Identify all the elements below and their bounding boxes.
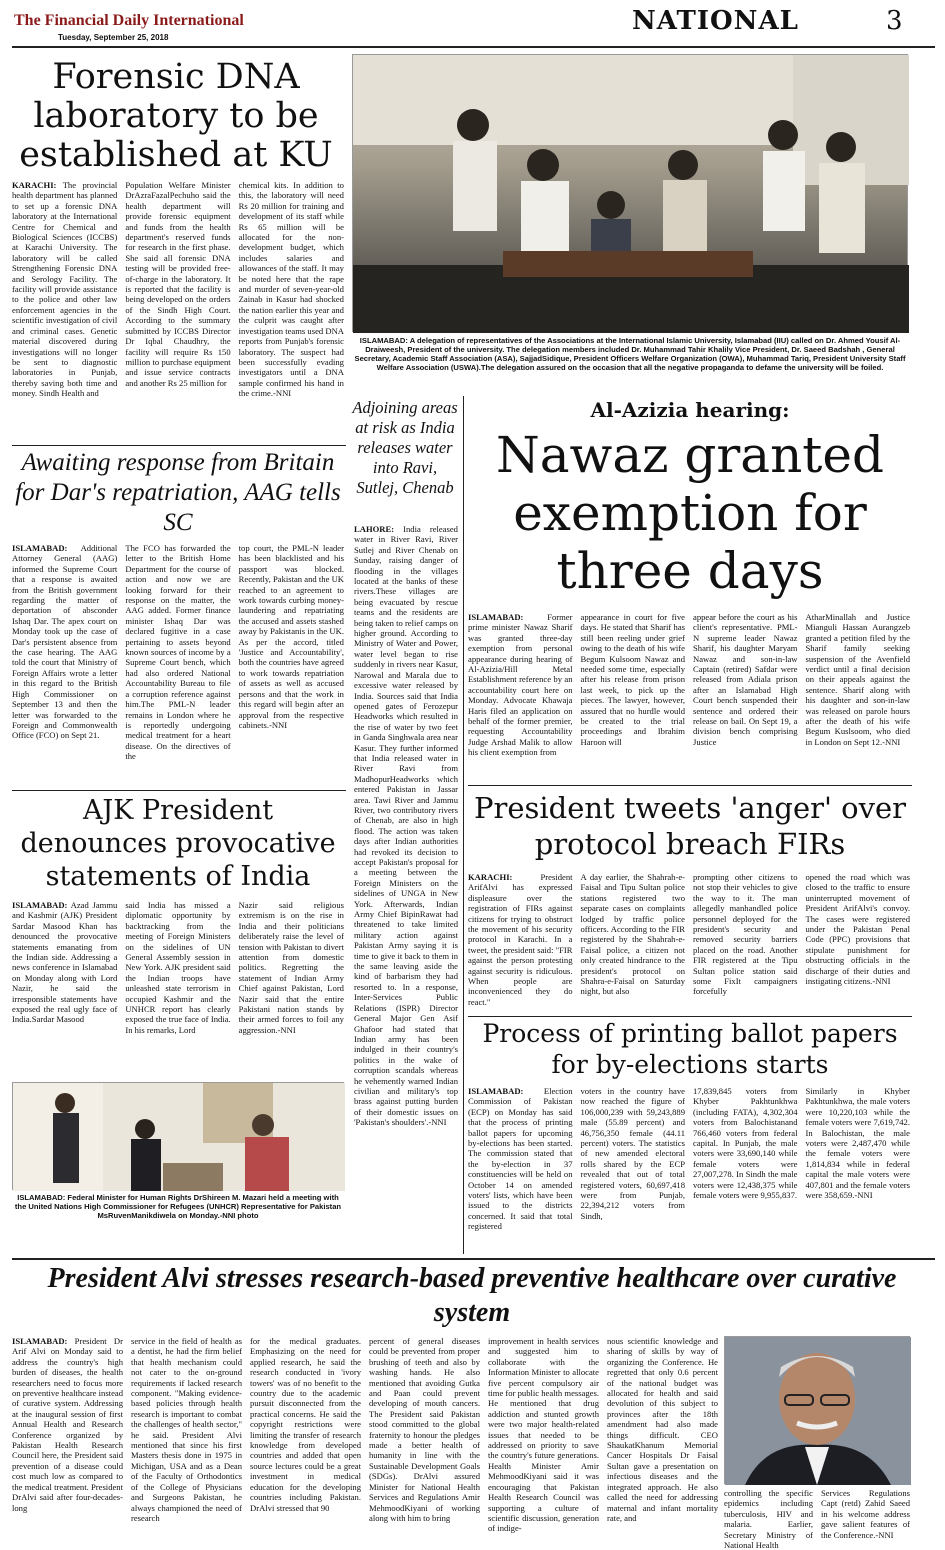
story-text: Population Welfare Minister DrAzraFazalPechuho said the health department will provide forensic equipment and funds from the health department's reserved funds for research in the first phase. She said all forensic DNA testing will be provided free-of-charge in the laboratory. It is reported that the facility is being developed on the orders of the Sindh High Court. According to the summary submitted by ICCBS Director Dr Iqbal Chaudhry, the facility will require Rs 150 million to purchase equipment and issue service contracts and another Rs 25 million for [125, 180, 231, 388]
story-text: voters in the country have now reached the figure of 106,000,239 with 59,243,889 male (55.89 percent) and 46,756,350 female (44.11 percent) voters. The statistics of new amended electoral rolls shared by the ECP revealed that out of total registered voters, 60,697,418 were from Punjab, 22,394,212 voters from Sindh, [580, 1086, 685, 1221]
divider [468, 1016, 912, 1017]
photo-iiu-delegation [352, 54, 908, 332]
dateline: ISLAMABAD: [12, 543, 68, 553]
column [468, 1086, 573, 1252]
story-text: for the medical graduates. Emphasizing on the need for applied research, he said the research conducted in 'ivory towers' was of no benefit to the country due to the academic pursuit disconnected from the practical concerns. He said the copyright restrictions were limiting the transfer of research knowledge from developed countries and added that open source lectures could be a great investment in medical education for the developing countries including Pakistan. DrAlvi stressed that 90 [250, 1336, 361, 1513]
section-name: NATIONAL [632, 6, 799, 36]
story-alvi-continued [724, 1488, 910, 1550]
masthead-rule [12, 46, 935, 48]
story-dar [12, 543, 344, 787]
column [581, 1086, 686, 1252]
photo-mazari-meeting [12, 1082, 344, 1190]
story-text: Similarly in Khyber Pakhtunkhwa, the male voters were 10,220,103 while the female voters were 7,619,742. In Balochistan, the male voters were 2,487,470 while the female voters were 1,814,834 while in federal capital the male voters were 407,801 and the female voters were 358,659.-NNI [805, 1086, 910, 1201]
story-text: service in the field of health as a dentist, he had the firm belief that health mechanism could not cater to the on-ground requirements if lacked research component. "Making evidence-based policies through health research is important to combat the challenges of health sector," he said. President Alvi mentioned that since his first Masters thesis done in 1975 in Michigan, USA and as a Dean of the Faculty of Orthodontics of the College of Physicians and Surgeons Pakistan, he always championed the need of research [131, 1336, 242, 1523]
headline-ballot: Process of printing ballot papers for by-elections starts [482, 1019, 898, 1079]
column [250, 1336, 361, 1542]
column [806, 612, 911, 780]
story-text: 17,839,845 voters from Khyber Pakhtunkhwa (including FATA), 4,302,304 voters from Balochistanand 766,460 voters from federal capital. In Punjab, the male voters were 33,690,140 while female voters were 27,007,278. In Sindh the male voters were 12,438,375 while female voters were 9,955,837. [693, 1086, 798, 1201]
story-ravi [354, 524, 458, 1252]
dateline: ISLAMABAD: [12, 1336, 68, 1346]
column [12, 1336, 123, 1542]
photo-iiu-illustration [353, 55, 909, 333]
story-ballot [468, 1086, 910, 1252]
story-forensic [12, 180, 344, 440]
story-text: top court, the PML-N leader has been blacklisted and his passport was blocked. Recently, Pakistan and the UK reached to an agreement to work towards curbing money-laundering and repatriating the accused and assets stashed away by Pakistanis in the UK. As per the accord, titled 'Justice and Accountability', both the countries have agreed to work towards repatriation of assets as well as accused persons and that the work in this regard will begin after an approval from the respective cabinets.-NNI [238, 543, 344, 730]
dateline: KARACHI: [12, 180, 57, 190]
column [468, 872, 573, 1014]
headline-ajk: AJK President denounces provocative statements of India [20, 795, 336, 892]
column [12, 543, 117, 787]
story-text: appearance in court for five days. He stated that Sharif has still been reeling under grief owing to the death of his wife Begum Kulsoom Nawaz and needed some time, especially after his release from prison last week, to pick up the pieces. The lawyer, however, assured that no hurdle would be created to the trial proceedings and Ibrahim Haroon will [580, 612, 685, 747]
section-rule [12, 1258, 935, 1260]
column [131, 1336, 242, 1542]
story-text: The provincial health department has planned to set up a forensic DNA laboratory at the International Centre for Chemical and Biological Sciences (ICCBS) at Karachi University. The laboratory will be called Strengthening Forensic DNA and Serology Facility. The facility will provide assistance to the police and other law enforcement agencies in the scientific investigation of civil and criminal cases. Genetic material discovered during investigations will no longer be sent to diagnostic laboratories in Punjab, thereby saving both time and money. Sindh Health and [12, 180, 118, 399]
paper-name: The Financial Daily International [14, 12, 244, 29]
dateline: KARACHI: [468, 872, 513, 882]
story-text: prompting other citizens to not stop their vehicles to give the way to it. The man allegedly manhandled police personnel deployed for the president's security and removed security barriers placed on the road. Another FIR registered at the Tipu Sultan police station said some FixIt campaigners forcefully [693, 872, 798, 997]
story-text: appear before the court as his client's representative. PML-N supreme leader Nawaz Sharif, his daughter Maryam Nawaz and son-in-law Captain (retired) Safdar were released from Adiala prison after an Islamabad High Court bench suspended their sentence and ordered their release on bail. On Sept 19, a division bench comprising Justice [693, 612, 798, 747]
headline-dar: Awaiting response from Britain for Dar's repatriation, AAG tells SC [15, 449, 341, 536]
column [239, 180, 344, 440]
column [806, 872, 911, 1014]
column [581, 612, 686, 780]
column [821, 1488, 910, 1544]
story-text: A day earlier, the Shahrah-e-Faisal and Tipu Sultan police stations registered two separate cases on complaints lodged by traffic police officers. According to the FIR registered by the Shahrah-e-Faisal police, a citizen not only created hindrance to the president's protocol on Shahra-e-Faisal on Saturday night, but also [580, 872, 685, 997]
column [12, 900, 117, 1072]
story-alvi [12, 1336, 718, 1542]
column [125, 180, 230, 440]
story-nawaz [468, 612, 910, 780]
divider [12, 790, 346, 791]
column [488, 1336, 599, 1542]
column [693, 612, 798, 780]
dateline: LAHORE: [354, 524, 395, 534]
divider [468, 785, 912, 786]
column [806, 1086, 911, 1252]
masthead [0, 0, 945, 50]
story-text: Azad Jammu and Kashmir (AJK) President Sardar Masood Khan has denounced the provocative statements emanating from the Indian side. Addressing a news conference in Islamabad on Monday along with Lord Nazir, he said the irresponsible statements have exposed the real ugly face of India.Sardar Masood [12, 900, 118, 1025]
photo-alvi-illustration [725, 1337, 911, 1485]
story-text: Election Commission of Pakistan (ECP) on Monday has said that the process of printing ballot papers for upcoming by-elections has been started. The commission stated that the by-election in 37 constituencies will be held on October 14 on amended voters' lists, which have been issued to the districts concerned. It said that total registered [468, 1086, 573, 1232]
headline-alvi: President Alvi stresses research-based preventive healthcare over curative system [47, 1263, 897, 1328]
headline-president-tweets: President tweets 'anger' over protocol breach FIRs [473, 791, 907, 861]
divider [12, 445, 346, 446]
story-text: said India has missed a diplomatic opportunity by backtracking from the meeting of Foreign Ministers on the sidelines of UN General Assembly session in New York. AJK president said the Indian troops have unleashed state terrorism in occupied Kashmir and the UNHCR report has clearly exposed the true face of India. In his remarks, Lord [125, 900, 231, 1035]
story-text: President ArifAlvi has expressed displeasure over the registration of FIRs against citizens for trying to obstruct the movement of his security protocol in Karachi. In a tweet, the president said: "FIR against the person protesting against security is ridiculous. When people are inconvenienced they do react." [468, 872, 573, 1007]
story-ajk [12, 900, 344, 1072]
column [239, 543, 344, 787]
story-text: Services Regulations Capt (retd) Zahid Saeed in his welcome address gave salient features of the Conference.-NNI [821, 1488, 910, 1540]
story-text: Additional Attorney General (AAG) informed the Supreme Court that a response is awaited from the British government regarding the matter of deportation of absconder Ishaq Dar. The apex court on Monday took up the case of Dar's persistent absence from the case hearing. The AAG told the court that Ministry of Foreign Affairs wrote a letter in this regard to the British High Commissioner on September 13 and then the letter was forwarded to the Foreign and Commonwealth Office (FCO) on Sept 21. [12, 543, 118, 741]
headline-nawaz: Nawaz granted exemption for three days [495, 426, 884, 600]
photo-alvi-portrait [724, 1336, 910, 1484]
kicker-nawaz: Al-Azizia hearing: [590, 398, 790, 422]
column [693, 872, 798, 1014]
column [693, 1086, 798, 1252]
column [369, 1336, 480, 1542]
photo-mazari-caption: ISLAMABAD: Federal Minister for Human Rights DrShireen M. Mazari held a meeting with the United Nations High Commissioner for Refugees (UNHCR) Representative for Pakistan MsRuvenManikdiwela on Monday.-NNI photo [14, 1193, 342, 1220]
headline-ravi: Adjoining areas at risk as India releases water into Ravi, Sutlej, Chenab [352, 398, 458, 497]
story-president-tweets [468, 872, 910, 1014]
vertical-divider [463, 396, 464, 1254]
dateline: ISLAMABAD: [12, 900, 68, 910]
story-text: controlling the specific epidemics including tuberculosis, HIV and malaria. Earlier, Secretary Ministry of National Health [724, 1488, 813, 1550]
column [239, 900, 344, 1072]
dateline: ISLAMABAD: [468, 1086, 524, 1096]
story-text: improvement in health services and suggested him to collaborate with the Information Minister to allocate five percent compulsory air time for public health messages. He mentioned that drug addiction and stunted growth were two major health-related issues that needed to be addressed on priority to save the country's future generations. Health Minister Amir MehmoodKiyani said it was encouraging that Pakistan Health Research Council was supporting a culture of scientific discussion, generation of indige- [488, 1336, 599, 1534]
story-text: opened the road which was closed to the traffic to ensure uninterrupted movement of President ArifAlvi's convoy. The cases were registered under the Pakistan Penal Code (PPC) provisions that stipulate punishment for obstructing officials in the discharge of their duties and instigating citizens.-NNI [805, 872, 910, 987]
story-text: The FCO has forwarded the letter to the British Home Department for the course of action and now we are looking forward for their response on the matter, the AAG added. Former finance minister Ishaq Dar was declared fugitive in a case pertaining to assets beyond known sources of income by a Supreme Court bench, which had also ordered National Accountability Bureau to file a corruption reference against him.The PML-N leader remains in London where he is reportedly undergoing medical treatment for a heart disease. On the directives of the [125, 543, 231, 762]
dateline: ISLAMABAD: [468, 612, 524, 622]
issue-date: Tuesday, September 25, 2018 [58, 33, 169, 42]
column [724, 1488, 813, 1550]
photo-mazari-illustration [13, 1083, 345, 1191]
page-number: 3 [886, 6, 903, 36]
story-text: India released water in River Ravi, River Sutlej and River Chenab on Sunday, raising danger of flooding in the villages located at the banks of these rivers.These villages are being evacuated by rescue teams and the residents are being taken to relief camps on higher ground. According to Ministry of Water and Power, water level began to rise suddenly in rivers near Kasur, Narowal and Marala due to excessive water released by India. Sources said that India opened gates of Ferozepur Headworks which resulted in the rise of water by two feet in Ganda Singhwala area near Kasur. They further informed that India released water in River Ravi from MadhopurHeadworks which entered Pakistan in Jassar area. Tawi River and Jammu River, two contributory rivers of Chenab, are also in high flood. The action was taken days after Indian authorities had revoked its decision to accept Pakistan's proposal for a meeting between the Foreign Ministers on the sidelines of UNGA in New York. Afterwards, Indian Army Chief BipinRawat had threatened to take limited military action against Pakistan Army saying it is time to give it back to them in the same leaving aside the kind of barbarism they had resorted to. In a response, Inter-Services Public Relations (ISPR) Director General Major Gen Asif Ghafoor had stated that Indian army has been indulged in their country's politics in the wake of corruption scandals whereas he vehemently warned Indian civilian and military's top brass against putting burden of their domestic issues on 'Pakistan's shoulders'.-NNI [354, 524, 458, 1128]
column [607, 1336, 718, 1542]
story-text: Former prime minister Nawaz Sharif was granted three-day exemption from personal appearance during hearing of Al-Azizia/Hill Metal Establishment reference by an accountability court here on Monday. Advocate Khawaja Haris filed an application on behalf of the former premier, requesting Accountability Judge Arshad Malik to allow his client exemption from [468, 612, 573, 758]
column [125, 543, 230, 787]
story-text: President Dr Arif Alvi on Monday said to address the country's high burden of diseases, the health researchers need to focus more on preventive healthcare instead of curative system. Addressing at the inaugural session of first Annual Health and Research Conference organized by Pakistan Health Research Council here, the President said prevention of a disease could cost much low as compared to the medical treatment. President DrAlvi said after four-decades-long [12, 1336, 123, 1513]
story-text: nous scientific knowledge and sharing of skills by way of organizing the Conference. He regretted that only 0.6 percent of the national budget was allocated for health and said devolution of this subject to provinces after the 18th amendment had also made things difficult. CEO ShaukatKhanum Memorial Cancer Hospitals Dr Faisal Sultan gave a presentation on infectious diseases and the integrated approach. He also called the need for addressing maternal and infant mortality rate, and [607, 1336, 718, 1523]
column [581, 872, 686, 1014]
photo-iiu-caption: ISLAMABAD: A delegation of representatives of the Associations at the International Islamic University, Islamabad (IIU) called on Dr. Ahmed Yousif Al-Draiweesh, President of the university. The delegation members included Dr. Muhammad Tahir Khalily Vice President, Dr. Saeed Badshah , General Secretary, Academic Staff Association (ASA), SajjadSidique, President Officers Welfare Organization (OWA), Muhammad Tariq, President University Staff Welfare Association (USWA).The delegation assured on the occasion that all the negative propaganda to defame the university will be foiled. [354, 336, 906, 372]
story-text: percent of general diseases could be prevented from proper brushing of teeth and also by washing hands. He also mentioned that avoiding Gutka and Paan could prevent developing of mouth cancers. The President said Pakistan stood committed to the global fraternity to honour the pledges made a better health of humanity in line with the Sustainable Development Goals (SDGs). DrAlvi assured Minister for National Health Services and Regulations Amir MehmoodKiyani of working along with him to bring [369, 1336, 480, 1523]
story-text: AtharMinallah and Justice Mianguli Hassan Aurangzeb granted a petition filed by the Sharif family seeking suspension of the Avenfield verdict until a final decision on their appeals against the sentence. Sharif along with his daughter and son-in-law was released on parole hours after the death of his wife Begum Kuslsoom, who died in London on Sept 12.-NNI [805, 612, 910, 747]
headline-forensic: Forensic DNA laboratory to be established at KU [19, 57, 333, 175]
story-text: chemical kits. In addition to this, the laboratory will need Rs 20 million for training and development of its staff while Rs 65 million will be allocated for the non-development budget, which includes salaries and allowances of the staff. It may be noted here that the rape and murder of seven-year-old Zainab in Kasur had shocked the nation earlier this year and the culprit was caught after investigation teams used DNA reports from Punjab's forensic laboratory. The suspect had been successfully evading investigators until a DNA sample confirmed his hand in the crime.-NNI [238, 180, 344, 399]
story-text: Nazir said religious extremism is on the rise in India and their politicians deliberately raise the level of tension with Pakistan to divert attention from domestic politics. Regretting the statement of Indian Army Chief against Pakistan, Lord Nazir said that the entire Pakistani nation stands by their armed forces to foil any aggression.-NNI [238, 900, 344, 1035]
column [354, 524, 458, 1252]
column [12, 180, 117, 440]
column [125, 900, 230, 1072]
column [468, 612, 573, 780]
